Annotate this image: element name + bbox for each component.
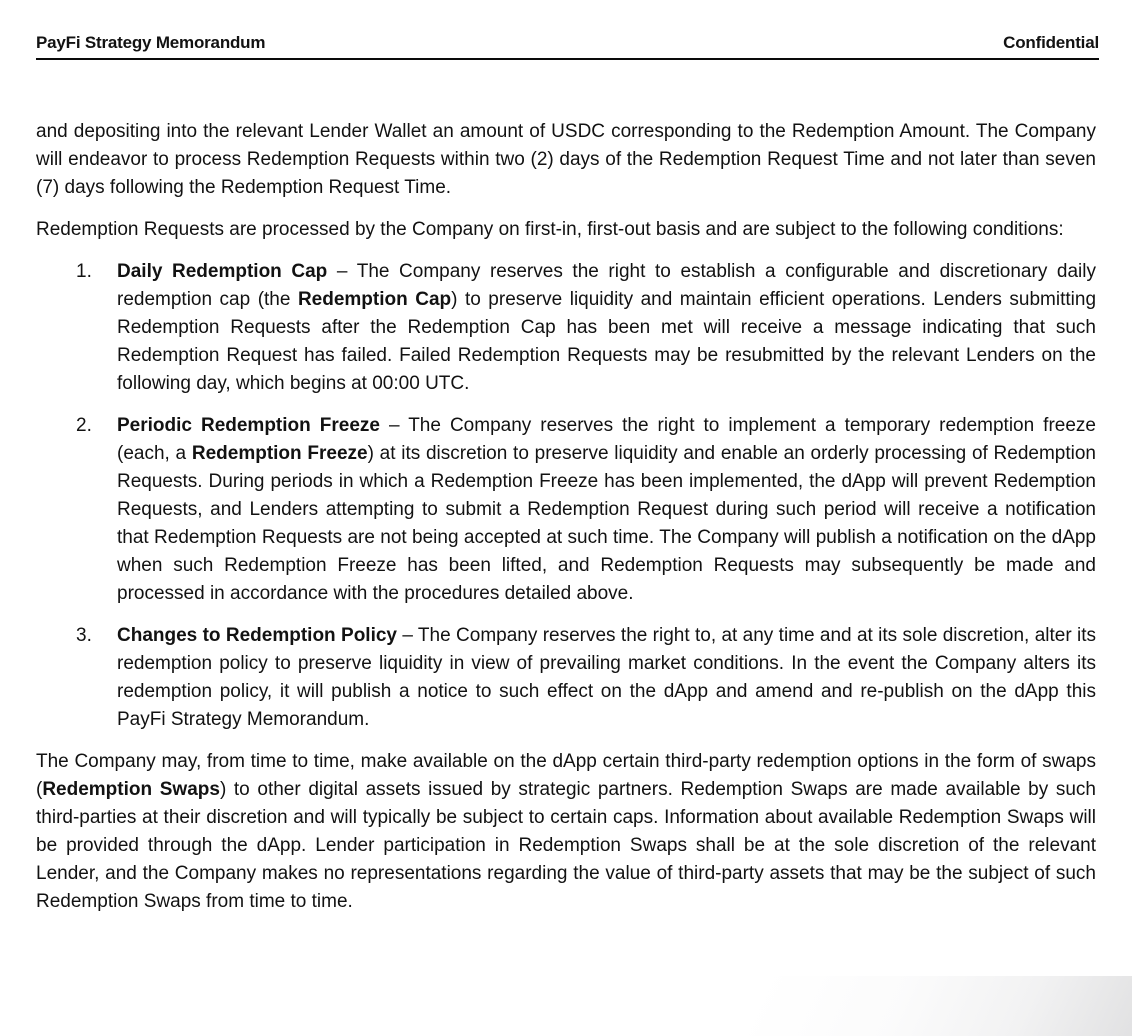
list-item-text [117, 261, 1096, 394]
text-run: ) to preserve liquidity and maintain efficient operations. Lenders submitting Redemption Requests after the Redemption Cap has been met will receive a message indicating that such Redemption Request has failed. Failed Redemption Requests may be resubmitted by the relevant Lenders on the following day, which begins at 00:00 UTC. [117, 289, 1097, 394]
text-run: ) at its discretion to preserve liquidity and enable an orderly processing of Redemption Requests. During periods in which a Redemption Freeze has been implemented, the dApp will prevent Redemption Requests, and Lenders attempting to submit a Redemption Request during such period will receive a notification that Redemption Requests are not being accepted at such time. The Company will publish a notification on the dApp when such Redemption Freeze has been lifted, and Redemption Requests may subsequently be made and processed in accordance with the procedures detailed above. [117, 443, 1097, 604]
text-run: Daily Redemption Cap [117, 261, 328, 282]
text-run: Changes to Redemption Policy [117, 625, 397, 646]
list-number: 2. [76, 415, 92, 436]
page-corner-shadow [612, 976, 1132, 1036]
text-run: Redemption Swaps [42, 779, 220, 800]
text-run: – The Company reserves the right to, at any time and at its sole discretion, alter its redemption policy to preserve liquidity in view of prevailing market conditions. In the event the Company alters its redemption policy, it will publish a notice to such effect on the dApp and amend and re-publish on the dApp this PayFi Strategy Memorandum. [117, 625, 1097, 730]
text-run: – The Company reserves the right to implement a temporary redemption freeze (each, a [117, 415, 1096, 464]
document-title: PayFi Strategy Memorandum [36, 33, 266, 52]
text-run: Redemption Cap [297, 289, 452, 310]
confidential-label: Confidential [1003, 33, 1099, 52]
text-run: – The Company reserves the right to establish a configurable and discretionary daily redemption cap (the [117, 261, 1096, 310]
text-run: Periodic Redemption Freeze [117, 415, 380, 436]
list-item-text [117, 415, 1096, 604]
list-item-daily-redemption-cap [36, 258, 1096, 398]
document-body [0, 118, 1132, 916]
list-item-periodic-redemption-freeze [36, 412, 1096, 608]
page-header-rule [36, 33, 1099, 60]
paragraph-redemption-swaps [36, 748, 1096, 916]
redemption-conditions-list [36, 258, 1096, 734]
list-item-changes-to-redemption-policy [36, 622, 1096, 734]
text-run: and depositing into the relevant Lender Wallet an amount of USDC corresponding to the Redemption Amount. The Company will endeavor to process Redemption Requests within two (2) days of the Redemption Request Time and not later than seven (7) days following the Redemption Request Time. [36, 121, 1096, 198]
paragraph-conditions-intro [36, 216, 1096, 244]
list-number: 3. [76, 625, 92, 646]
page-header [0, 0, 1132, 60]
text-run: Redemption Requests are processed by the Company on first-in, first-out basis and are subject to the following conditions: [36, 219, 1064, 240]
text-run: ) to other digital assets issued by strategic partners. Redemption Swaps are made available by such third-parties at their discretion and will typically be subject to certain caps. Information about available Redemption Swaps will be provided through the dApp. Lender participation in Redemption Swaps shall be at the sole discretion of the relevant Lender, and the Company makes no representations regarding the value of third-party assets that may be the subject of such Redemption Swaps from time to time. [36, 779, 1096, 912]
text-run: Redemption Freeze [191, 443, 368, 464]
list-number: 1. [76, 261, 92, 282]
paragraph-redemption-deposit [36, 118, 1096, 202]
text-run: The Company may, from time to time, make available on the dApp certain third-party redemption options in the form of swaps ( [36, 751, 1096, 800]
list-item-text [117, 625, 1096, 730]
